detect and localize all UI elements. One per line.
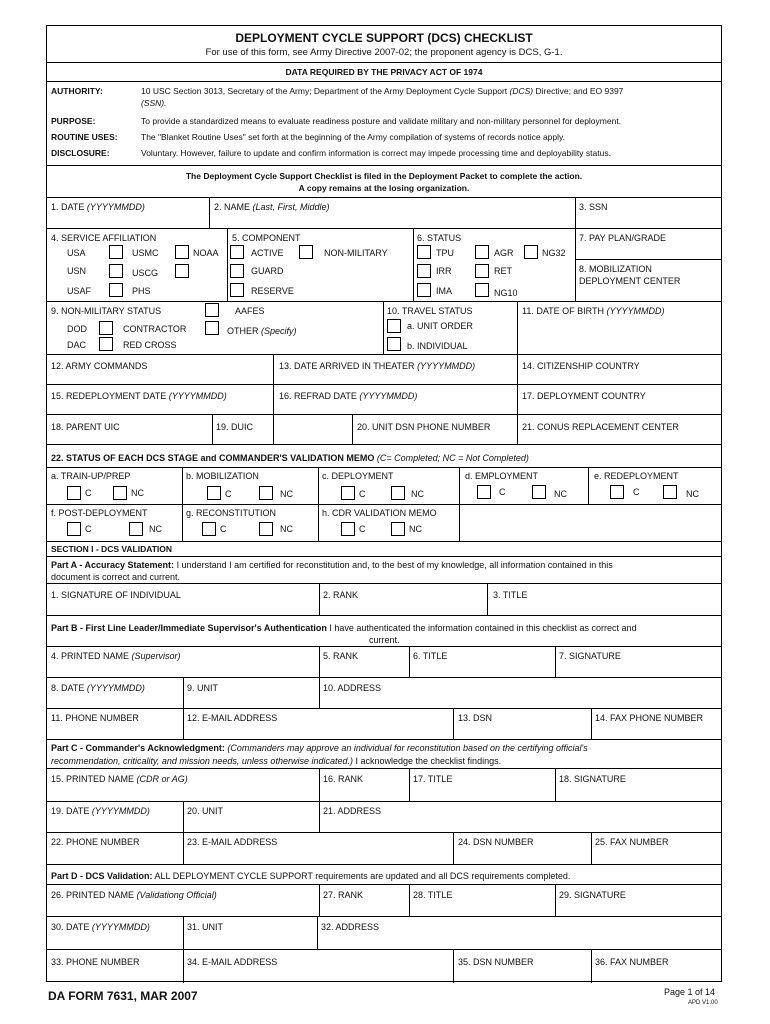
field-parent-uic-label: 18. PARENT UIC <box>51 422 120 432</box>
field-date-c-label: 19. DATE (YYYYMMDD) <box>51 806 150 816</box>
filed-notice-line2: A copy remains at the losing organization. <box>298 183 470 193</box>
form-subtitle: For use of this form, see Army Directive 2007-02; the proponent agency is DCS, G-1. <box>205 47 563 58</box>
filed-notice-line1: The Deployment Cycle Support Checklist is filed in the Deployment Packet to complete the action. <box>185 171 583 181</box>
field-fax-d-label: 36. FAX NUMBER <box>595 957 669 967</box>
travel-individual: b. INDIVIDUAL <box>407 341 468 351</box>
field-nonmil-status-label: 9. NON-MILITARY STATUS <box>51 306 162 316</box>
status-ret: RET <box>494 266 512 276</box>
stage-d-nc: NC <box>554 489 567 499</box>
field-date-d-label: 30. DATE (YYYYMMDD) <box>51 922 150 932</box>
stage-f-c-checkbox[interactable] <box>67 522 81 536</box>
disclosure-label: DISCLOSURE: <box>51 148 110 158</box>
field-date-arrived-label: 13. DATE ARRIVED IN THEATER (YYYYMMDD) <box>279 361 476 371</box>
form-number: DA FORM 7631, MAR 2007 <box>48 989 198 1003</box>
stage-deployment: c. DEPLOYMENT <box>322 471 394 481</box>
field-address-b-label: 10. ADDRESS <box>323 683 382 693</box>
field-rank-b-label: 5. RANK <box>323 651 359 661</box>
comp-active-checkbox[interactable] <box>230 245 244 259</box>
field-date-b-label: 8. DATE (YYYYMMDD) <box>51 683 145 693</box>
field-signature-c-label: 18. SIGNATURE <box>559 774 626 784</box>
aff-usmc: USMC <box>132 248 159 258</box>
stage-a-c-checkbox[interactable] <box>67 486 81 500</box>
section-1-title: SECTION I - DCS VALIDATION <box>51 544 173 554</box>
stage-e-nc-checkbox[interactable] <box>663 485 677 499</box>
form-title: DEPLOYMENT CYCLE SUPPORT (DCS) CHECKLIST <box>235 31 533 45</box>
travel-unit-order-checkbox[interactable] <box>387 319 401 333</box>
status-ng10-checkbox[interactable] <box>475 283 489 297</box>
nonmil-aafes: AAFES <box>235 306 265 316</box>
field-signature-b-label: 7. SIGNATURE <box>559 651 621 661</box>
field-mobilization-label: 8. MOBILIZATION <box>579 264 652 274</box>
stage-b-c-checkbox[interactable] <box>207 486 221 500</box>
stage-a-nc-checkbox[interactable] <box>113 486 127 500</box>
field-address-d-label: 32. ADDRESS <box>321 922 380 932</box>
field-unit-b-label: 9. UNIT <box>187 683 219 693</box>
stage-mobilization: b. MOBILIZATION <box>186 471 259 481</box>
stage-e-nc: NC <box>686 489 699 499</box>
stage-g-nc-checkbox[interactable] <box>259 522 273 536</box>
part-c-statement: Part C - Commander's Acknowledgment: (Commanders may approve an individual for reconstitution based on the certifying official's <box>51 743 588 753</box>
stage-c-nc-checkbox[interactable] <box>391 486 405 500</box>
field-conus-label: 21. CONUS REPLACEMENT CENTER <box>522 422 679 432</box>
stage-a-c: C <box>85 488 92 498</box>
field-fax-b-label: 14. FAX PHONE NUMBER <box>595 713 704 723</box>
field-phone-b-label: 11. PHONE NUMBER <box>51 713 139 723</box>
field-dob-label: 11. DATE OF BIRTH (YYYYMMDD) <box>522 306 665 316</box>
field-army-commands-label: 12. ARMY COMMANDS <box>51 361 148 371</box>
field-phone-d-label: 33. PHONE NUMBER <box>51 957 140 967</box>
field-dcs-stage-status-label: 22. STATUS OF EACH DCS STAGE and COMMANDER'S VALIDATION MEMO (C= Completed; NC = Not Completed) <box>51 453 529 463</box>
purpose-label: PURPOSE: <box>51 116 96 126</box>
aff-usa-checkbox[interactable] <box>109 245 123 259</box>
field-dsn-d-label: 35. DSN NUMBER <box>458 957 534 967</box>
field-status-label: 6. STATUS <box>417 233 462 243</box>
purpose-text: To provide a standardized means to evaluate readiness posture and validate military and non-military personnel for deployment. <box>141 116 622 126</box>
privacy-act-header: DATA REQUIRED BY THE PRIVACY ACT OF 1974 <box>285 67 483 77</box>
dcs-checklist-form <box>46 25 722 982</box>
field-ssn-label: 3. SSN <box>579 202 608 212</box>
aff-usn: USN <box>67 266 87 276</box>
disclosure-text: Voluntary. However, failure to update and confirm information is correct may impede processing time and deployability status. <box>141 148 611 158</box>
stage-redeployment: e. REDEPLOYMENT <box>594 471 679 481</box>
part-a-statement-2: document is correct and current. <box>51 572 181 582</box>
authority-text: 10 USC Section 3013, Secretary of the Army; Department of the Army Deployment Cycle Support (DCS) Directive; and EO 9397 <box>141 86 624 96</box>
stage-e-c-checkbox[interactable] <box>610 485 624 499</box>
authority-label: AUTHORITY: <box>51 86 103 96</box>
nonmil-other: OTHER (Specify) <box>227 326 297 336</box>
field-signature-individual-label: 1. SIGNATURE OF INDIVIDUAL <box>51 590 181 600</box>
field-unit-dsn-label: 20. UNIT DSN PHONE NUMBER <box>357 422 491 432</box>
nonmil-dac: DAC <box>67 340 87 350</box>
stage-c-c-checkbox[interactable] <box>341 486 355 500</box>
field-title-c-label: 17. TITLE <box>413 774 453 784</box>
stage-train-up: a. TRAIN-UP/PREP <box>51 471 131 481</box>
stage-h-nc: NC <box>409 524 422 534</box>
nonmil-contractor-checkbox[interactable] <box>205 321 219 335</box>
field-rank-a-label: 2. RANK <box>323 590 359 600</box>
status-ret-checkbox[interactable] <box>475 264 489 278</box>
aff-usa: USA <box>67 248 86 258</box>
field-travel-status-label: 10. TRAVEL STATUS <box>387 306 473 316</box>
status-tpu-checkbox[interactable] <box>417 245 431 259</box>
aff-phs: PHS <box>132 286 151 296</box>
travel-unit-order: a. UNIT ORDER <box>407 321 473 331</box>
field-component-label: 5. COMPONENT <box>232 233 301 243</box>
field-cdr-name-label: 15. PRINTED NAME (CDR or AG) <box>51 774 188 784</box>
stage-b-nc-checkbox[interactable] <box>259 486 273 500</box>
nonmil-contractor: CONTRACTOR <box>123 324 187 334</box>
status-tpu: TPU <box>436 248 454 258</box>
aff-noaa: NOAA <box>193 248 219 258</box>
field-refrad-date-label: 16. REFRAD DATE (YYYYMMDD) <box>279 391 418 401</box>
nonmil-dac-checkbox[interactable] <box>99 337 113 351</box>
aff-usn-checkbox[interactable] <box>109 264 123 278</box>
part-d-statement: Part D - DCS Validation: ALL DEPLOYMENT CYCLE SUPPORT requirements are updated and all DCS requirements completed. <box>51 871 571 881</box>
field-name-label: 2. NAME (Last, First, Middle) <box>214 202 330 212</box>
stage-post-deployment: f. POST-DEPLOYMENT <box>51 508 148 518</box>
status-ng10: NG10 <box>494 288 518 298</box>
status-irr-checkbox[interactable] <box>417 264 431 278</box>
status-ng32-checkbox[interactable] <box>524 245 538 259</box>
field-redeployment-date-label: 15. REDEPLOYMENT DATE (YYYYMMDD) <box>51 391 227 401</box>
field-service-affiliation-label: 4. SERVICE AFFILIATION <box>51 233 157 243</box>
comp-nonmil-checkbox[interactable] <box>299 245 313 259</box>
stage-f-nc: NC <box>149 524 162 534</box>
part-b-statement: Part B - First Line Leader/Immediate Supervisor's Authentication I have authenticated the information contained in this checklist as correct and <box>51 623 637 633</box>
field-dsn-b-label: 13. DSN <box>458 713 493 723</box>
comp-nonmil: NON-MILITARY <box>324 248 388 258</box>
comp-guard: GUARD <box>251 266 284 276</box>
field-email-b-label: 12. E-MAIL ADDRESS <box>187 713 278 723</box>
status-ima: IMA <box>436 286 453 296</box>
stage-e-c: C <box>633 487 640 497</box>
authority-ssn: (SSN). <box>141 98 167 108</box>
stage-f-c: C <box>85 524 92 534</box>
part-b-statement-2: current. <box>369 635 400 645</box>
comp-reserve-checkbox[interactable] <box>230 283 244 297</box>
status-ima-checkbox[interactable] <box>417 283 431 297</box>
part-c-statement-2: recommendation, criticality, and mission needs, unless otherwise indicated.) I acknowledge the checklist findings. <box>51 756 502 766</box>
comp-active: ACTIVE <box>251 248 284 258</box>
status-ng32: NG32 <box>542 248 566 258</box>
aff-usaf-checkbox[interactable] <box>109 283 123 297</box>
aff-uscg-checkbox[interactable] <box>175 264 189 278</box>
stage-b-nc: NC <box>280 489 293 499</box>
stage-b-c: C <box>225 489 232 499</box>
field-duic-label: 19. DUIC <box>216 422 254 432</box>
status-agr-checkbox[interactable] <box>475 245 489 259</box>
stage-g-nc: NC <box>280 524 293 534</box>
nonmil-aafes-checkbox[interactable] <box>205 303 219 317</box>
stage-d-c-checkbox[interactable] <box>477 485 491 499</box>
nonmil-dod: DOD <box>67 324 87 334</box>
routine-uses-label: ROUTINE USES: <box>51 132 118 142</box>
status-irr: IRR <box>436 266 452 276</box>
stage-a-nc: NC <box>131 488 144 498</box>
routine-uses-text: The "Blanket Routine Uses" set forth at the beginning of the Army compilation of systems of records notice apply. <box>141 132 566 142</box>
field-unit-c-label: 20. UNIT <box>187 806 224 816</box>
nonmil-red-cross: RED CROSS <box>123 340 177 350</box>
field-signature-d-label: 29. SIGNATURE <box>559 890 626 900</box>
stage-c-c: C <box>359 489 366 499</box>
aff-uscg: USCG <box>132 268 159 278</box>
field-unit-d-label: 31. UNIT <box>187 922 224 932</box>
aff-usmc-checkbox[interactable] <box>175 245 189 259</box>
status-agr: AGR <box>494 248 514 258</box>
stage-h-c: C <box>359 524 366 534</box>
field-email-d-label: 34. E-MAIL ADDRESS <box>187 957 278 967</box>
travel-individual-checkbox[interactable] <box>387 337 401 351</box>
stage-d-nc-checkbox[interactable] <box>532 485 546 499</box>
field-mobilization-label-2: DEPLOYMENT CENTER <box>579 276 681 286</box>
stage-h-c-checkbox[interactable] <box>341 522 355 536</box>
field-supervisor-name-label: 4. PRINTED NAME (Supervisor) <box>51 651 181 661</box>
comp-guard-checkbox[interactable] <box>230 264 244 278</box>
stage-d-c: C <box>499 487 506 497</box>
page-number: Page 1 of 14 <box>664 987 716 997</box>
stage-c-nc: NC <box>411 489 424 499</box>
part-a-statement: Part A - Accuracy Statement: I understand I am certified for reconstitution and, to the best of my knowledge, all information contained in this <box>51 560 613 570</box>
field-validating-name-label: 26. PRINTED NAME (Validationg Official) <box>51 890 217 900</box>
field-title-d-label: 28. TITLE <box>413 890 453 900</box>
stage-employment: d. EMPLOYMENT <box>465 471 539 481</box>
field-title-b-label: 6. TITLE <box>413 651 448 661</box>
field-date-label: 1. DATE (YYYYMMDD) <box>51 202 145 212</box>
comp-reserve: RESERVE <box>251 286 294 296</box>
field-deployment-country-label: 17. DEPLOYMENT COUNTRY <box>522 391 646 401</box>
field-email-c-label: 23. E-MAIL ADDRESS <box>187 837 278 847</box>
field-title-a-label: 3. TITLE <box>493 590 528 600</box>
stage-h-nc-checkbox[interactable] <box>391 522 405 536</box>
field-address-c-label: 21. ADDRESS <box>323 806 382 816</box>
stage-reconstitution: g. RECONSTITUTION <box>186 508 277 518</box>
field-pay-plan-label: 7. PAY PLAN/GRADE <box>579 233 667 243</box>
stage-g-c-checkbox[interactable] <box>202 522 216 536</box>
field-phone-c-label: 22. PHONE NUMBER <box>51 837 140 847</box>
stage-cdr-memo: h. CDR VALIDATION MEMO <box>322 508 437 518</box>
field-dsn-c-label: 24. DSN NUMBER <box>458 837 534 847</box>
stage-g-c: C <box>220 524 227 534</box>
nonmil-dod-checkbox[interactable] <box>99 321 113 335</box>
field-rank-c-label: 16. RANK <box>323 774 364 784</box>
stage-f-nc-checkbox[interactable] <box>129 522 143 536</box>
field-citizenship-label: 14. CITIZENSHIP COUNTRY <box>522 361 640 371</box>
apd-version: APD V1.00 <box>688 1000 718 1006</box>
field-rank-d-label: 27. RANK <box>323 890 364 900</box>
aff-usaf: USAF <box>67 286 92 296</box>
field-fax-c-label: 25. FAX NUMBER <box>595 837 669 847</box>
